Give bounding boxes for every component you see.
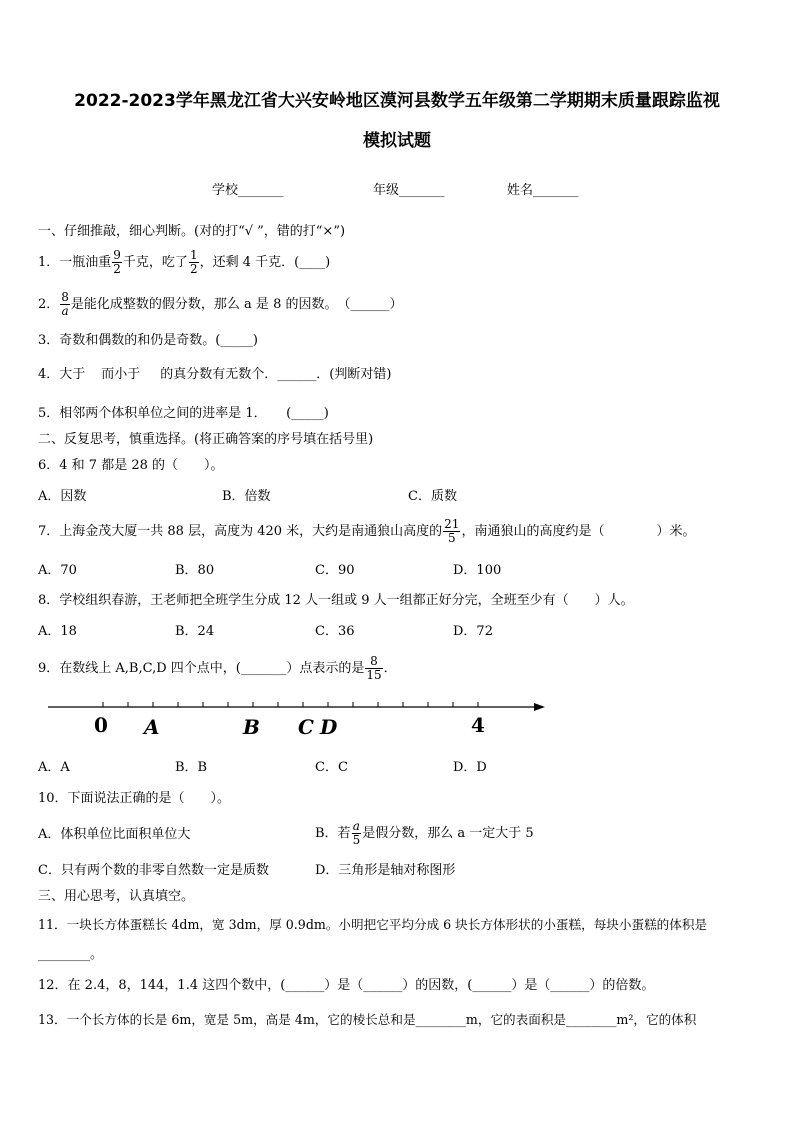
option-8a: A．18: [38, 624, 77, 639]
fraction: $\frac{8}{15}$: [366, 654, 382, 682]
name-field: 姓名_______: [507, 183, 579, 198]
section-1-heading: 一、仔细推敲，细心判断。(对的打“√ ”，错的打“×”): [38, 224, 346, 239]
option-9b: B．B: [175, 760, 208, 775]
option-7b: B．80: [175, 563, 215, 578]
option-9d: D．D: [453, 760, 487, 775]
option-7a: A．70: [38, 563, 77, 578]
section-2-heading: 二、反复思考，慎重选择。(将正确答案的序号填在括号里): [38, 432, 374, 447]
option-10c: C．只有两个数的非零自然数一定是质数: [38, 863, 269, 878]
number-line: [0, 690, 794, 740]
question-7: 7．上海金茂大厦一共 88 层，高度为 420 米，大约是南通狼山高度的 $\frac{21}{5}$ ，南通狼山的高度约是（ ）米。: [38, 517, 696, 545]
question-10: 10．下面说法正确的是（ ）。: [38, 791, 231, 806]
option-10d: D．三角形是轴对称图形: [315, 863, 456, 878]
option-10b: B．若 $\frac{a}{5}$ 是假分数，那么 a 一定大于 5: [315, 819, 534, 847]
fraction: $\frac{9}{2}$: [113, 248, 121, 276]
fraction: $\frac{21}{5}$: [444, 517, 460, 545]
option-8c: C．36: [315, 624, 355, 639]
question-4: 4．大于 而小于 的真分数有无数个．______．(判断对错): [38, 367, 392, 382]
fraction: $\frac{a}{5}$: [352, 819, 361, 847]
number-line-label-d: D: [320, 715, 338, 739]
page-title-line2: 模拟试题: [363, 131, 431, 151]
question-13: 13．一个长方体的长是 6m，宽是 5m，高是 4m，它的棱长总和是________m，它的表面积是________m²，它的体积: [38, 1012, 697, 1027]
question-9: 9．在数线上 A,B,C,D 四个点中，(_______）点表示的是 $\frac{8}{15}$ ．: [38, 654, 397, 682]
section-3-heading: 三、用心思考，认真填空。: [38, 889, 195, 904]
question-3: 3．奇数和偶数的和仍是奇数。(_____): [38, 333, 258, 348]
option-7c: C．90: [315, 563, 355, 578]
option-9a: A．A: [38, 760, 70, 775]
question-6: 6．4 和 7 都是 28 的（ ）。: [38, 458, 224, 473]
number-line-label-0: 0: [94, 713, 108, 737]
option-6c: C．质数: [408, 489, 457, 504]
fraction: $\frac{8}{a}$: [61, 290, 69, 318]
question-5: 5．相邻两个体积单位之间的进率是 1． (_____): [38, 406, 329, 421]
grade-field: 年级_______: [373, 183, 445, 198]
fraction: $\frac{1}{2}$: [189, 248, 198, 276]
question-11-blank: ________。: [38, 947, 104, 962]
question-1: 1．一瓶油重 $\frac{9}{2}$ 千克，吃了 $\frac{1}{2}$ ，还剩 4 千克．(____): [38, 248, 331, 276]
option-6b: B．倍数: [222, 489, 271, 504]
page-title: 2022-2023学年黑龙江省大兴安岭地区漠河县数学五年级第二学期期末质量跟踪监视: [74, 91, 720, 111]
option-8d: D．72: [453, 624, 493, 639]
question-12: 12．在 2.4，8，144，1.4 这四个数中，(______）是（______）的因数，(______）是（______）的倍数。: [38, 978, 655, 993]
option-6a: A．因数: [38, 489, 87, 504]
number-line-label-a: A: [144, 715, 160, 739]
arrow-head-icon: [534, 703, 545, 711]
option-8b: B．24: [175, 624, 215, 639]
number-line-label-4: 4: [471, 713, 485, 737]
question-8: 8．学校组织春游，王老师把全班学生分成 12 人一组或 9 人一组都正好分完，全班至少有（ ）人。: [38, 593, 634, 608]
number-line-label-b: B: [243, 715, 260, 739]
number-line-label-c: C: [298, 715, 314, 739]
question-2: 2． $\frac{8}{a}$ 是能化成整数的假分数，那么 a 是 8 的因数。 （______）: [38, 290, 403, 318]
question-11: 11．一块长方体蛋糕长 4dm，宽 3dm，厚 0.9dm。小明把它平均分成 6 块长方体形状的小蛋糕，每块小蛋糕的体积是: [38, 917, 708, 932]
school-field: 学校_______: [212, 183, 284, 198]
option-10a: A．体积单位比面积单位大: [38, 827, 191, 842]
option-9c: C．C: [315, 760, 348, 775]
option-7d: D．100: [453, 563, 502, 578]
